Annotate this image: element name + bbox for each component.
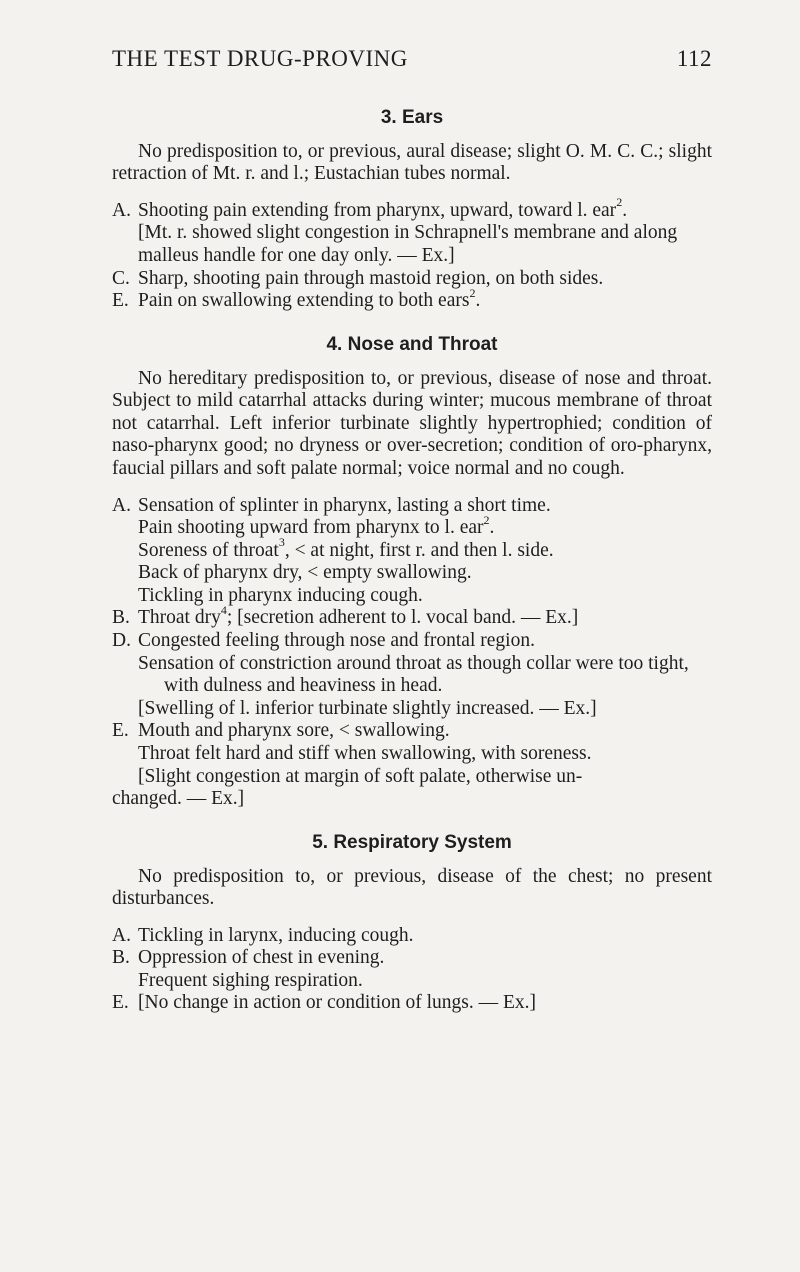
symptom-entry bbox=[112, 970, 712, 993]
symptom-text-block bbox=[138, 925, 712, 948]
symptom-text: Congested feeling through nose and frontal region. bbox=[138, 630, 535, 652]
running-head bbox=[112, 46, 712, 72]
symptom-label: A. bbox=[112, 494, 131, 516]
symptom-text: [Swelling of l. inferior turbinate slightly increased. — Ex.] bbox=[138, 697, 597, 719]
symptom-text-block bbox=[138, 268, 712, 291]
section-intro: No hereditary predisposition to, or previous, disease of nose and throat. Subject to mild catarrhal attacks during winter; mucous membrane of throat not catarrhal. Left inferior turbinate slightly hypertrophied; condition of naso-pharynx good; no dryness or over-secretion; condition of oro-pharynx, faucial pillars and soft palate normal; voice normal and no cough. bbox=[112, 367, 712, 479]
symptom-text: [No change in action or condition of lungs. — Ex.] bbox=[138, 992, 537, 1014]
symptom-text-block bbox=[138, 630, 712, 653]
symptom-list bbox=[112, 495, 712, 811]
footnote-ref: 2 bbox=[469, 285, 476, 300]
symptom-label bbox=[112, 222, 138, 267]
symptom-entry bbox=[112, 285, 712, 313]
symptom-label bbox=[112, 585, 138, 608]
symptom-entry bbox=[112, 268, 712, 291]
symptom-label bbox=[112, 766, 138, 789]
symptom-entry bbox=[112, 630, 712, 653]
symptom-text: Sensation of splinter in pharynx, lasting a short time. bbox=[138, 494, 551, 516]
section-heading: 3. Ears bbox=[380, 107, 444, 128]
symptom-entry bbox=[112, 585, 712, 608]
symptom-entry bbox=[112, 766, 712, 789]
symptom-text-block bbox=[138, 720, 712, 743]
symptom-entry bbox=[112, 602, 712, 630]
symptom-label: E. bbox=[112, 290, 129, 312]
symptom-text: Mouth and pharynx sore, < swallowing. bbox=[138, 720, 450, 742]
symptom-label: A. bbox=[112, 924, 131, 946]
symptom-entry bbox=[112, 222, 712, 267]
symptom-list bbox=[112, 925, 712, 1015]
symptom-entry bbox=[112, 743, 712, 766]
symptom-text-block bbox=[138, 992, 712, 1015]
symptom-entry bbox=[112, 992, 712, 1015]
symptom-text-block bbox=[138, 743, 712, 766]
symptom-text: Throat felt hard and stiff when swallowing, with soreness. bbox=[138, 743, 592, 765]
symptom-text: Pain on swallowing extending to both ears bbox=[138, 290, 470, 312]
symptom-text-block bbox=[138, 602, 712, 630]
symptom-label: E. bbox=[112, 992, 129, 1014]
symptom-list bbox=[112, 195, 712, 313]
symptom-text-block bbox=[138, 285, 712, 313]
symptom-label bbox=[112, 743, 138, 766]
running-head-title: THE TEST DRUG-PROVING bbox=[112, 46, 408, 71]
symptom-entry bbox=[112, 698, 712, 721]
symptom-entry bbox=[112, 195, 712, 223]
symptom-text-block bbox=[138, 195, 712, 223]
footnote-ref: 2 bbox=[483, 512, 490, 527]
symptom-text-tail: . bbox=[622, 199, 628, 221]
symptom-text-block bbox=[138, 512, 712, 540]
symptom-entry bbox=[112, 947, 712, 970]
symptom-label: B. bbox=[112, 947, 130, 969]
symptom-text-block bbox=[138, 562, 712, 585]
section-gap bbox=[112, 811, 712, 831]
section bbox=[112, 831, 712, 1015]
section-heading: 4. Nose and Throat bbox=[326, 333, 498, 355]
symptom-text: [Slight congestion at margin of soft palate, otherwise un- bbox=[138, 765, 583, 787]
symptom-text: Frequent sighing respiration. bbox=[138, 969, 363, 991]
section-heading: 5. Respiratory System bbox=[312, 831, 512, 853]
section-gap bbox=[112, 313, 712, 333]
symptom-entry bbox=[112, 512, 712, 540]
symptom-label: E. bbox=[112, 720, 129, 742]
footnote-ref: 4 bbox=[220, 602, 227, 617]
symptom-continuation: changed. — Ex.] bbox=[112, 788, 245, 810]
symptom-label bbox=[112, 540, 138, 563]
symptom-label: A. bbox=[112, 199, 131, 221]
symptom-text-block bbox=[138, 766, 712, 789]
symptom-text-tail: . bbox=[489, 517, 495, 539]
symptom-label bbox=[112, 653, 138, 698]
symptom-text-tail: , < at night, first r. and then l. side. bbox=[284, 539, 554, 561]
symptom-label: B. bbox=[112, 607, 130, 629]
symptom-text: Shooting pain extending from pharynx, upward, toward l. ear bbox=[138, 199, 617, 221]
symptom-text-block bbox=[138, 970, 712, 993]
section bbox=[112, 333, 712, 811]
symptom-text: Oppression of chest in evening. bbox=[138, 947, 385, 969]
symptom-label bbox=[112, 698, 138, 721]
symptom-text: Tickling in larynx, inducing cough. bbox=[138, 924, 414, 946]
section-intro: No predisposition to, or previous, aural disease; slight O. M. C. C.; slight retraction of Mt. r. and l.; Eustachian tubes normal. bbox=[112, 140, 712, 185]
symptom-label bbox=[112, 517, 138, 540]
section-intro: No predisposition to, or previous, disease of the chest; no present disturbances. bbox=[112, 865, 712, 910]
section bbox=[112, 106, 712, 313]
symptom-text-block bbox=[138, 698, 712, 721]
symptom-text-block bbox=[138, 535, 712, 563]
symptom-text-block bbox=[138, 222, 712, 267]
symptom-text: [Mt. r. showed slight congestion in Schrapnell's membrane and along malleus handle for one day only. — Ex.] bbox=[138, 222, 678, 267]
symptom-entry bbox=[112, 925, 712, 948]
symptom-text-tail: . bbox=[475, 290, 481, 312]
symptom-label bbox=[112, 970, 138, 993]
symptom-entry bbox=[112, 535, 712, 563]
symptom-entry bbox=[112, 495, 712, 518]
content bbox=[112, 106, 712, 1015]
symptom-label: C. bbox=[112, 267, 130, 289]
symptom-text-block bbox=[138, 653, 712, 698]
symptom-text-tail: ; [secretion adherent to l. vocal band. — Ex.] bbox=[226, 607, 579, 629]
symptom-text: Tickling in pharynx inducing cough. bbox=[138, 584, 423, 606]
footnote-ref: 3 bbox=[278, 535, 285, 550]
symptom-text: Throat dry bbox=[138, 607, 221, 629]
symptom-entry bbox=[112, 720, 712, 743]
symptom-entry bbox=[112, 562, 712, 585]
symptom-text: Sensation of constriction around throat as though collar were too tight, with dulness and heaviness in head. bbox=[138, 652, 689, 697]
symptom-text: Soreness of throat bbox=[138, 539, 279, 561]
symptom-label: D. bbox=[112, 630, 131, 652]
symptom-entry bbox=[112, 653, 712, 698]
page-number: 112 bbox=[676, 46, 712, 71]
symptom-text: Pain shooting upward from pharynx to l. ear bbox=[138, 517, 484, 539]
footnote-ref: 2 bbox=[616, 195, 623, 210]
symptom-text: Sharp, shooting pain through mastoid region, on both sides. bbox=[138, 267, 604, 289]
symptom-label bbox=[112, 562, 138, 585]
symptom-text: Back of pharynx dry, < empty swallowing. bbox=[138, 562, 472, 584]
symptom-text-block bbox=[138, 947, 712, 970]
symptom-text-block bbox=[138, 495, 712, 518]
